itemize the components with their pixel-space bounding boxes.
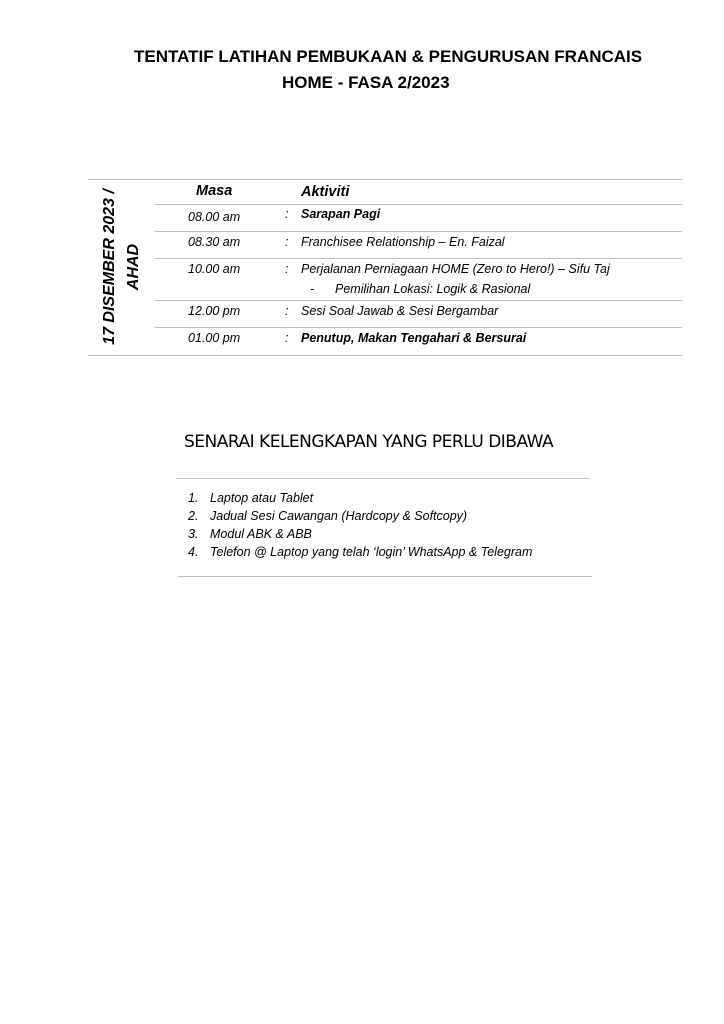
row-colon: :	[285, 235, 289, 249]
row-activity: Penutup, Makan Tengahari & Bersurai	[301, 331, 527, 345]
title-line-2: HOME - FASA 2/2023	[282, 73, 450, 92]
table-bottom-rule	[88, 355, 682, 356]
row-time: 08.30 am	[188, 235, 241, 249]
table-top-rule	[88, 179, 682, 180]
list-item	[188, 507, 532, 525]
item-number: 3.	[188, 527, 199, 541]
row-time: 08.00 am	[188, 210, 241, 224]
row-rule	[155, 327, 682, 328]
checklist-title: SENARAI KELENGKAPAN YANG PERLU DIBAWA	[184, 432, 554, 452]
row-colon: :	[285, 262, 289, 276]
list-item	[188, 543, 532, 561]
row-activity: Perjalanan Perniagaan HOME (Zero to Hero!) – Sifu Taj	[301, 262, 610, 276]
date-cell	[88, 179, 155, 356]
row-rule	[155, 258, 682, 259]
item-text: Jadual Sesi Cawangan (Hardcopy & Softcopy)	[210, 509, 468, 523]
row-subitem: - Pemilihan Lokasi: Logik & Rasional	[310, 282, 531, 296]
row-time: 01.00 pm	[188, 331, 241, 345]
row-colon: :	[285, 331, 289, 345]
item-text: Telefon @ Laptop yang telah ‘login’ WhatsApp & Telegram	[210, 545, 533, 559]
checklist-top-rule	[176, 478, 589, 479]
row-rule	[155, 204, 682, 205]
date-text: 17 DISEMBER 2023 /	[101, 189, 118, 345]
item-number: 4.	[188, 545, 199, 559]
row-colon: :	[285, 304, 289, 318]
day-text: AHAD	[125, 243, 142, 291]
item-text: Laptop atau Tablet	[210, 491, 314, 505]
checklist	[188, 489, 532, 561]
list-item	[188, 525, 532, 543]
row-rule	[155, 300, 682, 301]
row-time: 10.00 am	[188, 262, 241, 276]
header-time: Masa	[196, 183, 233, 199]
list-item	[188, 489, 532, 507]
row-activity: Sesi Soal Jawab & Sesi Bergambar	[301, 304, 499, 318]
row-activity: Franchisee Relationship – En. Faizal	[301, 235, 505, 249]
date-label	[98, 189, 146, 345]
title-line-1: TENTATIF LATIHAN PEMBUKAAN & PENGURUSAN FRANCAIS	[134, 47, 643, 66]
row-time: 12.00 pm	[188, 304, 241, 318]
row-rule	[155, 231, 682, 232]
header-activity: Aktiviti	[301, 184, 350, 200]
item-number: 2.	[188, 509, 199, 523]
schedule-table	[88, 179, 682, 356]
row-activity: Sarapan Pagi	[301, 207, 381, 221]
item-number: 1.	[188, 491, 199, 505]
item-text: Modul ABK & ABB	[210, 527, 312, 541]
checklist-bottom-rule	[178, 576, 592, 577]
row-colon: :	[285, 207, 289, 221]
